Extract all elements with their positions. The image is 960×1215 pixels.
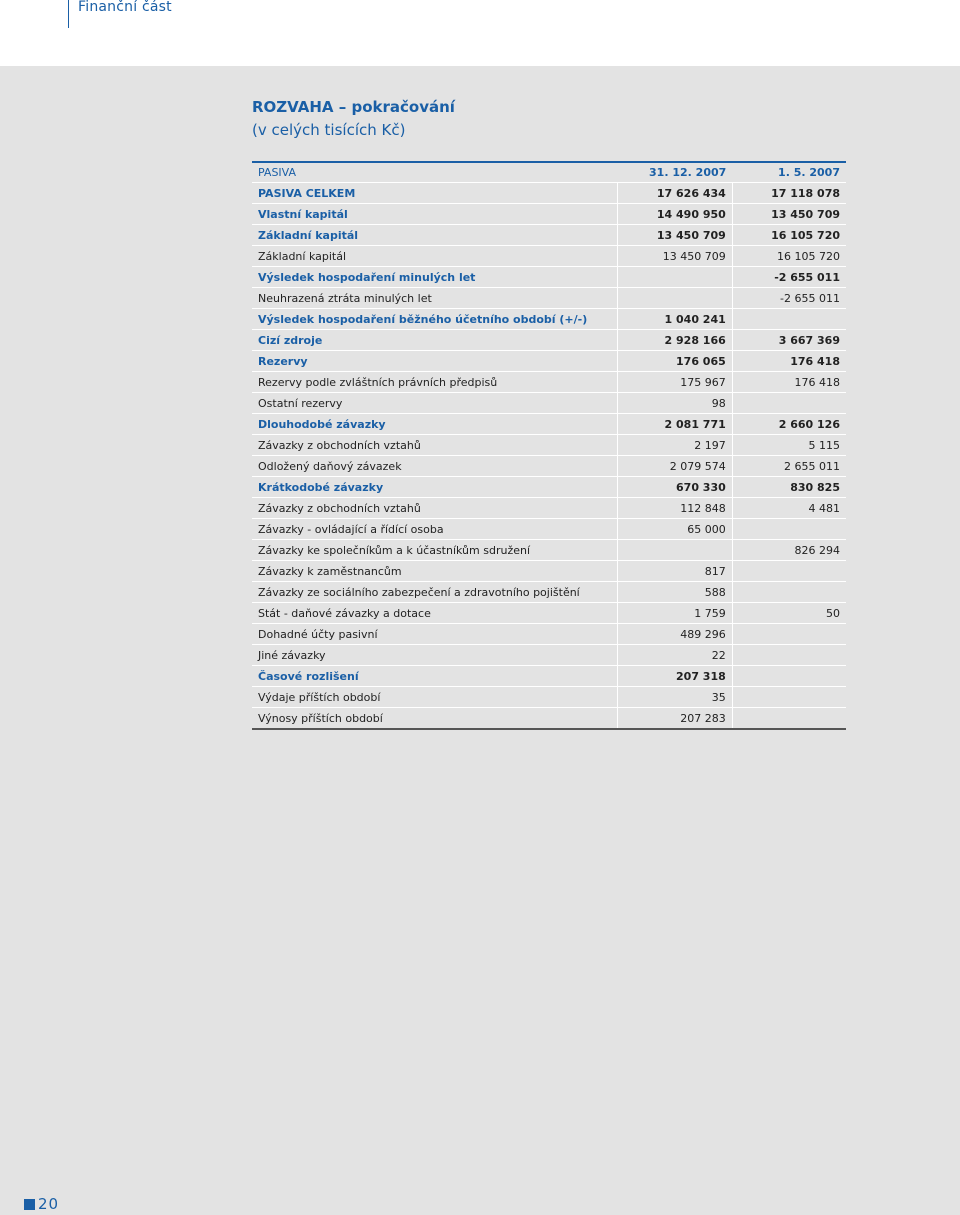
row-value-2007-12-31: 14 490 950 xyxy=(618,204,732,225)
row-value-2007-05-01 xyxy=(732,582,846,603)
row-value-2007-12-31: 2 197 xyxy=(618,435,732,456)
row-value-2007-12-31: 17 626 434 xyxy=(618,183,732,204)
row-value-2007-12-31: 13 450 709 xyxy=(618,225,732,246)
table-row xyxy=(252,204,846,225)
row-label: Základní kapitál xyxy=(252,246,618,267)
row-value-2007-05-01: 16 105 720 xyxy=(732,225,846,246)
table-row xyxy=(252,372,846,393)
row-label: Výsledek hospodaření běžného účetního období (+/-) xyxy=(252,309,618,330)
table-row xyxy=(252,540,846,561)
page-marker-square xyxy=(24,1199,35,1210)
row-value-2007-12-31 xyxy=(618,267,732,288)
row-value-2007-05-01 xyxy=(732,687,846,708)
table-row xyxy=(252,687,846,708)
column-header-2007-12-31: 31. 12. 2007 xyxy=(618,162,732,183)
row-label: Dohadné účty pasivní xyxy=(252,624,618,645)
row-label: Dlouhodobé závazky xyxy=(252,414,618,435)
row-label: Odložený daňový závazek xyxy=(252,456,618,477)
row-value-2007-12-31 xyxy=(618,288,732,309)
row-value-2007-12-31: 588 xyxy=(618,582,732,603)
row-label: Neuhrazená ztráta minulých let xyxy=(252,288,618,309)
row-value-2007-12-31: 1 040 241 xyxy=(618,309,732,330)
row-value-2007-05-01: 2 660 126 xyxy=(732,414,846,435)
table-row xyxy=(252,477,846,498)
row-label: Vlastní kapitál xyxy=(252,204,618,225)
table-row xyxy=(252,498,846,519)
row-value-2007-05-01: -2 655 011 xyxy=(732,288,846,309)
row-value-2007-05-01: 176 418 xyxy=(732,372,846,393)
row-value-2007-05-01 xyxy=(732,708,846,730)
row-value-2007-12-31: 2 079 574 xyxy=(618,456,732,477)
row-label: Časové rozlišení xyxy=(252,666,618,687)
row-value-2007-12-31: 670 330 xyxy=(618,477,732,498)
table-row xyxy=(252,708,846,730)
table-row xyxy=(252,288,846,309)
page-header xyxy=(0,0,960,66)
row-label: Jiné závazky xyxy=(252,645,618,666)
row-value-2007-12-31: 207 283 xyxy=(618,708,732,730)
row-label: PASIVA CELKEM xyxy=(252,183,618,204)
header-divider xyxy=(68,0,69,28)
table-row xyxy=(252,393,846,414)
row-label: Stát - daňové závazky a dotace xyxy=(252,603,618,624)
row-value-2007-12-31: 817 xyxy=(618,561,732,582)
table-row xyxy=(252,351,846,372)
section-title: Finanční část xyxy=(78,0,172,15)
row-value-2007-05-01: 16 105 720 xyxy=(732,246,846,267)
row-value-2007-12-31: 1 759 xyxy=(618,603,732,624)
row-value-2007-12-31: 22 xyxy=(618,645,732,666)
row-value-2007-05-01: 5 115 xyxy=(732,435,846,456)
row-value-2007-12-31: 35 xyxy=(618,687,732,708)
row-value-2007-05-01: 3 667 369 xyxy=(732,330,846,351)
row-value-2007-05-01 xyxy=(732,519,846,540)
row-value-2007-05-01: 176 418 xyxy=(732,351,846,372)
table-row xyxy=(252,414,846,435)
row-value-2007-05-01: 13 450 709 xyxy=(732,204,846,225)
row-label: Závazky - ovládající a řídící osoba xyxy=(252,519,618,540)
table-row xyxy=(252,183,846,204)
row-value-2007-05-01 xyxy=(732,666,846,687)
column-header-label: PASIVA xyxy=(252,162,618,183)
row-label: Krátkodobé závazky xyxy=(252,477,618,498)
row-label: Závazky ze sociálního zabezpečení a zdravotního pojištění xyxy=(252,582,618,603)
row-label: Výsledek hospodaření minulých let xyxy=(252,267,618,288)
row-value-2007-05-01: 4 481 xyxy=(732,498,846,519)
table-row xyxy=(252,330,846,351)
table-row xyxy=(252,645,846,666)
row-value-2007-12-31: 98 xyxy=(618,393,732,414)
page-number: 20 xyxy=(38,1195,60,1213)
row-label: Ostatní rezervy xyxy=(252,393,618,414)
row-label: Rezervy xyxy=(252,351,618,372)
row-value-2007-05-01 xyxy=(732,624,846,645)
page-subtitle: (v celých tisících Kč) xyxy=(252,121,406,139)
row-value-2007-12-31: 176 065 xyxy=(618,351,732,372)
row-value-2007-05-01: 50 xyxy=(732,603,846,624)
row-value-2007-12-31: 112 848 xyxy=(618,498,732,519)
row-value-2007-05-01: 17 118 078 xyxy=(732,183,846,204)
row-value-2007-12-31: 207 318 xyxy=(618,666,732,687)
row-label: Závazky z obchodních vztahů xyxy=(252,498,618,519)
table-row xyxy=(252,666,846,687)
table-row xyxy=(252,624,846,645)
table-row xyxy=(252,519,846,540)
row-value-2007-05-01 xyxy=(732,309,846,330)
row-value-2007-12-31: 2 081 771 xyxy=(618,414,732,435)
row-label: Výnosy příštích období xyxy=(252,708,618,730)
row-label: Základní kapitál xyxy=(252,225,618,246)
table-row xyxy=(252,246,846,267)
row-value-2007-12-31: 65 000 xyxy=(618,519,732,540)
row-value-2007-05-01: 826 294 xyxy=(732,540,846,561)
row-value-2007-12-31 xyxy=(618,540,732,561)
row-value-2007-05-01: -2 655 011 xyxy=(732,267,846,288)
row-value-2007-12-31: 175 967 xyxy=(618,372,732,393)
table-row xyxy=(252,267,846,288)
row-value-2007-05-01 xyxy=(732,561,846,582)
row-value-2007-05-01: 830 825 xyxy=(732,477,846,498)
row-label: Závazky k zaměstnancům xyxy=(252,561,618,582)
row-label: Rezervy podle zvláštních právních předpisů xyxy=(252,372,618,393)
page-title: ROZVAHA – pokračování xyxy=(252,98,455,116)
row-value-2007-05-01 xyxy=(732,645,846,666)
table-row xyxy=(252,603,846,624)
table-row xyxy=(252,561,846,582)
table-row xyxy=(252,225,846,246)
row-label: Cizí zdroje xyxy=(252,330,618,351)
balance-sheet-table xyxy=(252,161,846,730)
row-value-2007-05-01: 2 655 011 xyxy=(732,456,846,477)
row-label: Výdaje příštích období xyxy=(252,687,618,708)
row-value-2007-12-31: 2 928 166 xyxy=(618,330,732,351)
row-value-2007-12-31: 489 296 xyxy=(618,624,732,645)
column-header-2007-05-01: 1. 5. 2007 xyxy=(732,162,846,183)
row-label: Závazky z obchodních vztahů xyxy=(252,435,618,456)
table-row xyxy=(252,435,846,456)
row-value-2007-12-31: 13 450 709 xyxy=(618,246,732,267)
table-row xyxy=(252,582,846,603)
table-row xyxy=(252,456,846,477)
row-value-2007-05-01 xyxy=(732,393,846,414)
table-row xyxy=(252,309,846,330)
row-label: Závazky ke společníkům a k účastníkům sdružení xyxy=(252,540,618,561)
table-header-row xyxy=(252,162,846,183)
